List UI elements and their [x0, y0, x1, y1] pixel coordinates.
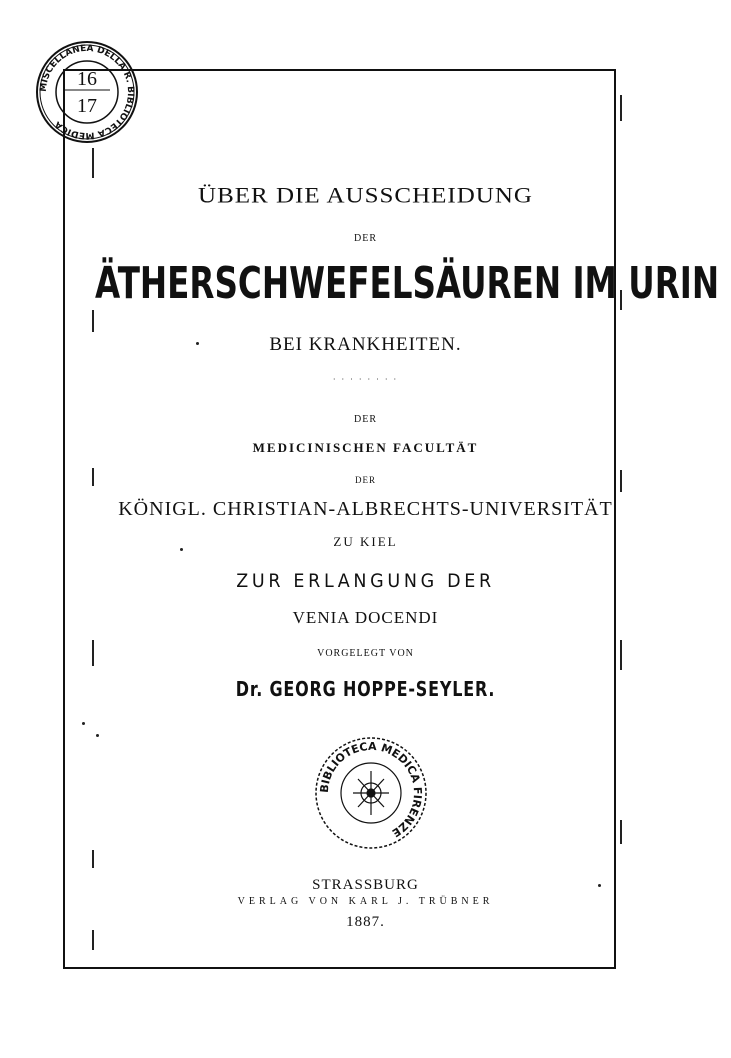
stamp-ring-text: MISCELLANEA DELLA R. BIBLIOTECA MEDICA: [38, 43, 136, 141]
main-title: ÄTHERSCHWEFELSÄUREN IM URIN: [95, 258, 720, 309]
title-line-uber: ÜBER DIE AUSSCHEIDUNG: [198, 183, 533, 208]
frame-mark: [620, 95, 622, 121]
frame-mark: [620, 820, 622, 844]
university-city: ZU KIEL: [333, 534, 398, 549]
speck: [82, 722, 85, 725]
stamp-number-top: 16: [77, 68, 97, 90]
library-stamp-center: [308, 733, 434, 851]
author-name: Dr. GEORG HOPPE-SEYLER.: [235, 677, 496, 701]
frame-mark: [92, 148, 94, 178]
frame-mark: [92, 930, 94, 950]
purpose-line: ZUR ERLANGUNG DER: [236, 570, 495, 592]
dedication-der-2: DER: [355, 475, 376, 485]
ornamental-divider: · · · · · · · ·: [332, 375, 399, 384]
speck: [96, 734, 99, 737]
dedication-der: DER: [354, 414, 377, 425]
frame-mark: [92, 310, 94, 332]
svg-text:MISCELLANEA DELLA R. BIBLIOTEC: [39, 44, 135, 140]
presented-by: VORGELEGT VON: [317, 648, 414, 659]
stamp-emblem-icon: [353, 771, 389, 815]
stamp-number-bottom: 17: [77, 95, 97, 117]
faculty-name: MEDICINISCHEN FACULTÄT: [252, 440, 479, 455]
title-line-bei: BEI KRANKHEITEN.: [269, 334, 462, 355]
university-name: KÖNIGL. CHRISTIAN-ALBRECHTS-UNIVERSITÄT: [118, 498, 613, 520]
library-stamp-top-left: [28, 40, 146, 144]
imprint-city: STRASSBURG: [312, 877, 419, 893]
imprint-publisher: VERLAG VON KARL J. TRÜBNER: [237, 896, 494, 907]
imprint-year: 1887.: [346, 914, 385, 930]
center-stamp-text: BIBLIOTECA MEDICA FIRENZE: [317, 739, 425, 840]
frame-mark: [92, 850, 94, 868]
venia-docendi: VENIA DOCENDI: [292, 608, 439, 627]
title-line-der: DER: [354, 233, 377, 244]
